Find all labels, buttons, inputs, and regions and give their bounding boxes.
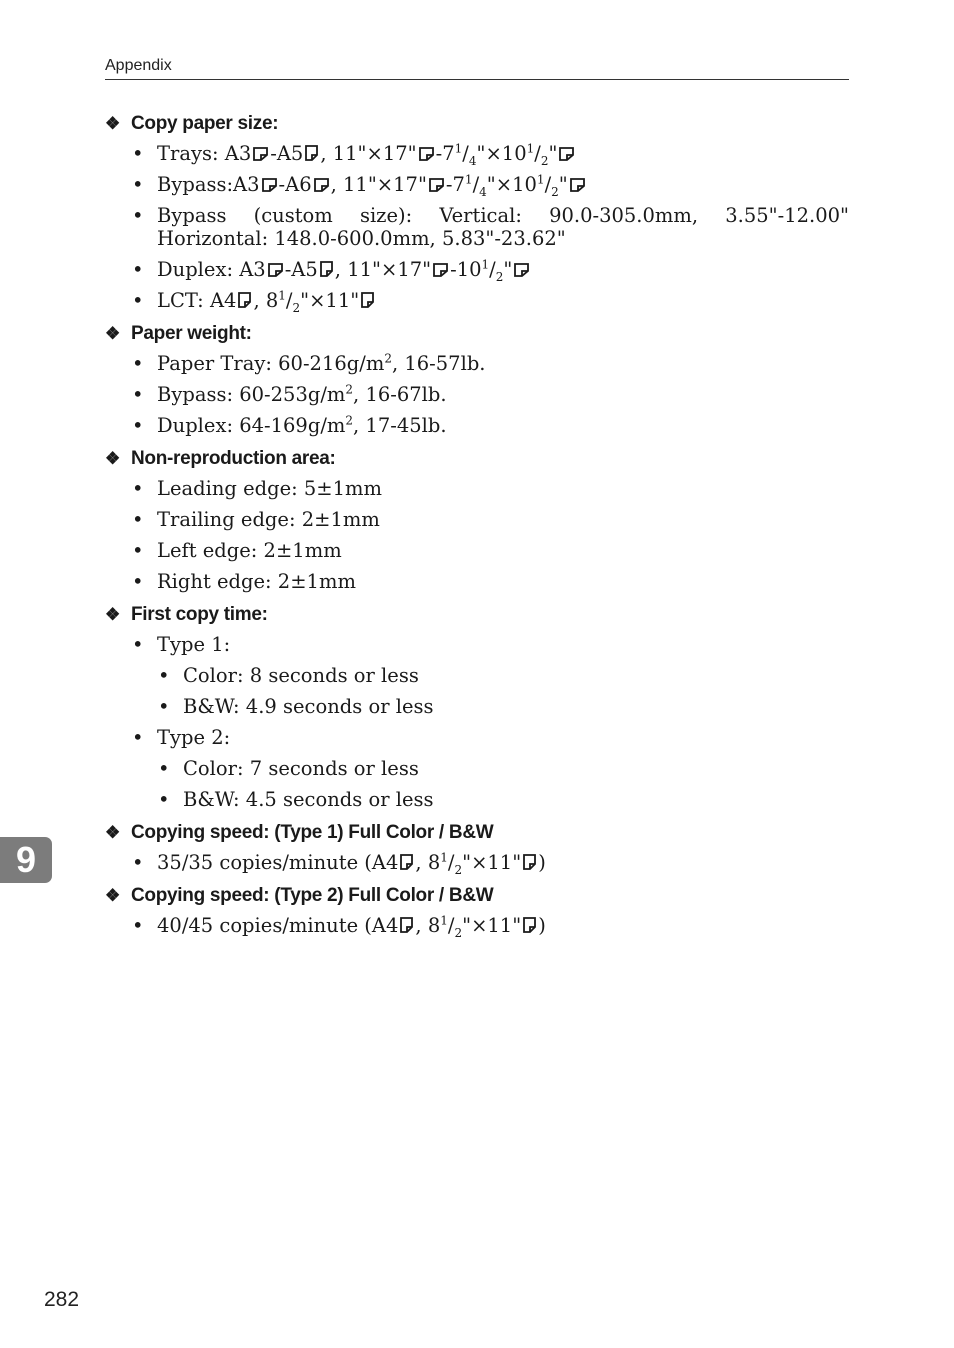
list-item-type2 bbox=[105, 726, 849, 811]
diamond-bullet-icon: ❖ bbox=[105, 605, 120, 624]
list-item-duplex bbox=[105, 257, 849, 284]
list-item-bypass-custom: • Bypass (custom size): Vertical: 90.0-305.0mm, 3.55"-12.00" Horizontal: 148.0-600.0mm, 5.83"-23.62" bbox=[105, 204, 849, 250]
paper-portrait-icon bbox=[305, 145, 318, 161]
text: Duplex: A3 bbox=[157, 258, 266, 281]
page-number: 282 bbox=[44, 1288, 80, 1311]
text: " bbox=[486, 173, 496, 196]
sup: 1 bbox=[464, 172, 473, 187]
list-item: • Leading edge: 5±1mm bbox=[105, 477, 849, 500]
text: " bbox=[476, 142, 486, 165]
text: -A5 bbox=[270, 142, 304, 165]
heading-text: Copy paper size: bbox=[131, 113, 279, 134]
text: , 16-57lb. bbox=[391, 352, 486, 375]
sup: 1 bbox=[278, 288, 286, 303]
paper-landscape-icon bbox=[314, 178, 329, 192]
list-item: • Left edge: 2±1mm bbox=[105, 539, 849, 562]
sup: 1 bbox=[526, 141, 535, 156]
list-item-type1 bbox=[105, 633, 849, 718]
list-item: • Right edge: 2±1mm bbox=[105, 570, 849, 593]
sub: 2 bbox=[551, 184, 559, 199]
text: " bbox=[503, 258, 513, 281]
sup: 1 bbox=[454, 141, 463, 156]
paper-portrait-icon bbox=[320, 261, 333, 277]
text: Bypass:A3 bbox=[157, 173, 260, 196]
text: -7 bbox=[435, 142, 455, 165]
heading-first-copy-time bbox=[105, 601, 849, 629]
heading-text: Paper weight: bbox=[131, 323, 252, 344]
sup: 1 bbox=[536, 172, 545, 187]
paper-portrait-icon bbox=[238, 292, 251, 308]
paper-landscape-icon bbox=[253, 147, 268, 161]
sub: 4 bbox=[479, 184, 487, 199]
text: -7 bbox=[445, 173, 465, 196]
list-item-duplex-weight bbox=[105, 414, 849, 437]
heading-copy-paper-size bbox=[105, 110, 849, 138]
heading-paper-weight bbox=[105, 320, 849, 348]
list-item-speed-1 bbox=[105, 850, 849, 877]
text: LCT: A4 bbox=[157, 289, 237, 312]
paper-landscape-icon bbox=[419, 147, 434, 161]
type1-sublist bbox=[157, 664, 849, 718]
list-item: • B&W: 4.9 seconds or less bbox=[157, 695, 849, 718]
text: Trays: A3 bbox=[157, 142, 252, 165]
text: , 8 bbox=[415, 851, 441, 874]
sub: 2 bbox=[495, 269, 504, 284]
paper-landscape-icon bbox=[262, 178, 277, 192]
text: , 8 bbox=[253, 289, 279, 312]
list-item-lct bbox=[105, 288, 849, 315]
list-item: • Trailing edge: 2±1mm bbox=[105, 508, 849, 531]
sup: 2 bbox=[345, 382, 354, 397]
text: / bbox=[489, 258, 496, 281]
type2-sublist bbox=[157, 757, 849, 811]
heading-text: Non-reproduction area: bbox=[131, 448, 336, 469]
diamond-bullet-icon: ❖ bbox=[105, 886, 120, 905]
text: , 17-45lb. bbox=[353, 414, 447, 437]
header-rule bbox=[105, 79, 849, 80]
copying-speed-1-list bbox=[105, 850, 849, 877]
running-header: Appendix bbox=[105, 57, 172, 74]
text: Duplex: 64-169g/m bbox=[157, 414, 346, 437]
sup: 1 bbox=[481, 257, 490, 272]
sub: 2 bbox=[292, 300, 301, 315]
text: -A5 bbox=[284, 258, 318, 281]
diamond-bullet-icon: ❖ bbox=[105, 114, 120, 133]
paper-landscape-icon bbox=[570, 178, 585, 192]
text: " bbox=[558, 173, 568, 196]
text: Paper Tray: 60-216g/m bbox=[157, 352, 385, 375]
copying-speed-2-list bbox=[105, 913, 849, 940]
text: ) bbox=[538, 914, 546, 937]
paper-landscape-icon bbox=[559, 147, 574, 161]
sub: 4 bbox=[468, 153, 477, 168]
diamond-bullet-icon: ❖ bbox=[105, 449, 120, 468]
list-item-speed-2 bbox=[105, 913, 849, 940]
text: -A6 bbox=[278, 173, 312, 196]
text: / bbox=[285, 289, 293, 312]
text: , 16-67lb. bbox=[353, 383, 447, 406]
list-item-bypass-weight bbox=[105, 383, 849, 406]
text: , 11"×17" bbox=[330, 173, 427, 196]
paper-landscape-icon bbox=[514, 263, 529, 277]
type-label: Type 1: bbox=[157, 633, 231, 656]
list-item: • Color: 7 seconds or less bbox=[157, 757, 849, 780]
page-content bbox=[105, 110, 849, 945]
paper-portrait-icon bbox=[400, 854, 413, 870]
text: "×11" bbox=[462, 914, 522, 937]
paper-portrait-icon bbox=[523, 854, 536, 870]
sub: 2 bbox=[540, 153, 549, 168]
text: / bbox=[472, 173, 480, 196]
heading-copying-speed-type2 bbox=[105, 882, 849, 910]
sup: 1 bbox=[440, 913, 448, 928]
text: / bbox=[544, 173, 552, 196]
text: -10 bbox=[450, 258, 482, 281]
type-label: Type 2: bbox=[157, 726, 231, 749]
paper-portrait-icon bbox=[400, 917, 413, 933]
heading-copying-speed-type1 bbox=[105, 819, 849, 847]
text: Bypass: 60-253g/m bbox=[157, 383, 346, 406]
text: , 11"×17" bbox=[334, 258, 432, 281]
text: ) bbox=[538, 851, 546, 874]
diamond-bullet-icon: ❖ bbox=[105, 324, 120, 343]
text: / bbox=[462, 142, 469, 165]
sup: 2 bbox=[384, 351, 392, 366]
list-item-trays bbox=[105, 141, 849, 168]
list-item: • B&W: 4.5 seconds or less bbox=[157, 788, 849, 811]
list-item: • Color: 8 seconds or less bbox=[157, 664, 849, 687]
heading-non-reproduction-area bbox=[105, 445, 849, 473]
list-item-paper-tray bbox=[105, 352, 849, 375]
text: / bbox=[447, 914, 455, 937]
paper-portrait-icon bbox=[523, 917, 536, 933]
text: 35/35 copies/minute (A4 bbox=[157, 851, 399, 874]
text: ×10 bbox=[485, 142, 527, 165]
text: "×11" bbox=[300, 289, 360, 312]
sup: 1 bbox=[440, 850, 448, 865]
sup: 2 bbox=[345, 413, 354, 428]
heading-text: Copying speed: (Type 1) Full Color / B&W bbox=[131, 822, 494, 843]
copy-paper-size-list bbox=[105, 141, 849, 315]
sub: 2 bbox=[454, 862, 463, 877]
text: , 11"×17" bbox=[320, 142, 417, 165]
text: ×10 bbox=[495, 173, 537, 196]
text: " bbox=[548, 142, 558, 165]
heading-text: Copying speed: (Type 2) Full Color / B&W bbox=[131, 885, 494, 906]
chapter-tab: 9 bbox=[0, 837, 52, 883]
text: / bbox=[534, 142, 541, 165]
paper-landscape-icon bbox=[429, 178, 444, 192]
non-reproduction-list bbox=[105, 477, 849, 593]
paper-portrait-icon bbox=[361, 292, 374, 308]
text: 40/45 copies/minute (A4 bbox=[157, 914, 399, 937]
paper-landscape-icon bbox=[268, 263, 283, 277]
text: "×11" bbox=[462, 851, 522, 874]
sub: 2 bbox=[454, 925, 463, 940]
paper-landscape-icon bbox=[433, 263, 448, 277]
first-copy-time-list bbox=[105, 633, 849, 811]
text: / bbox=[447, 851, 455, 874]
list-item-bypass bbox=[105, 172, 849, 199]
diamond-bullet-icon: ❖ bbox=[105, 823, 120, 842]
heading-text: First copy time: bbox=[131, 604, 268, 625]
paper-weight-list bbox=[105, 352, 849, 437]
text: , 8 bbox=[415, 914, 441, 937]
